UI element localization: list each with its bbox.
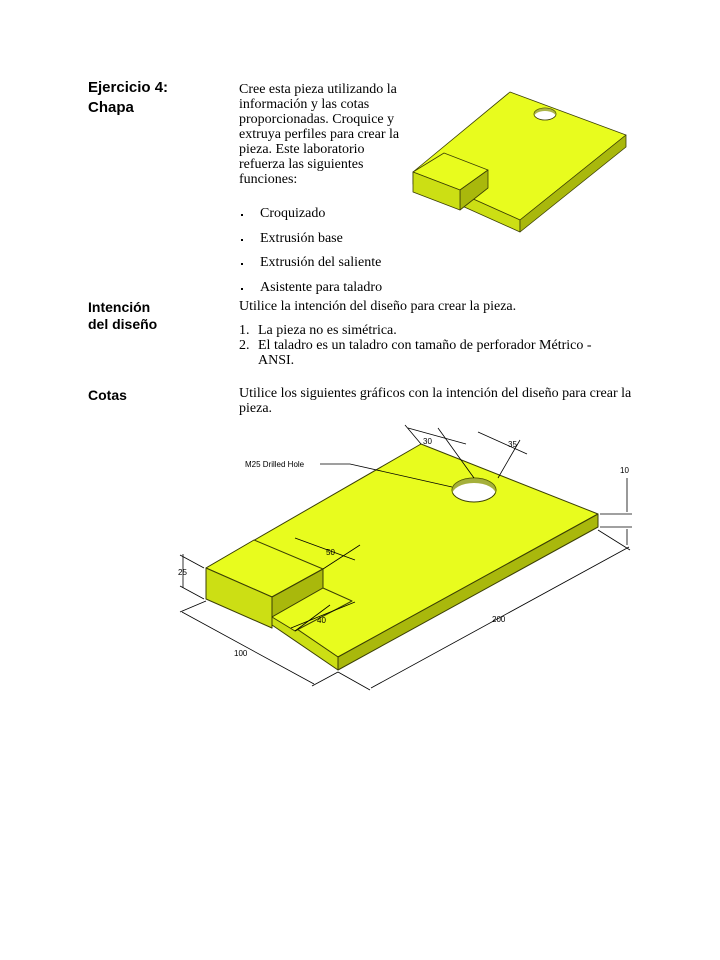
exercise-title-line2: Chapa: [88, 99, 134, 116]
dim-label: 30: [423, 437, 432, 446]
dim-label: 200: [492, 615, 506, 624]
dimensions-label: Cotas: [88, 387, 127, 403]
list-item: Croquizado: [239, 206, 429, 231]
callout-label: M25 Drilled Hole: [245, 460, 305, 469]
functions-list: [239, 206, 429, 304]
list-item: Extrusión base: [239, 231, 429, 256]
dim-label: 50: [326, 548, 335, 557]
list-number: 1.: [239, 323, 250, 338]
dim-label: 10: [620, 466, 629, 475]
part-preview-image: [405, 80, 635, 240]
list-item: Asistente para taladro: [239, 280, 429, 305]
list-text: El taladro es un taladro con tamaño de perforador Métrico - ANSI.: [258, 338, 592, 368]
design-intent-label: [88, 299, 208, 333]
intro-paragraph: Cree esta pieza utilizando la información y las cotas proporcionadas. Croquice y extruya perfiles para crear la pieza. Este laboratorio refuerza las siguientes funciones:: [239, 82, 400, 187]
list-item: [239, 323, 629, 338]
dim-label: 40: [317, 616, 326, 625]
design-intent-label-line2: del diseño: [88, 316, 158, 332]
design-intent-label-line1: Intención: [88, 299, 151, 315]
list-item: [239, 338, 629, 368]
design-intent-text: Utilice la intención del diseño para crear la pieza.: [239, 299, 517, 314]
list-number: 2.: [239, 338, 250, 353]
dimensions-text: Utilice los siguientes gráficos con la intención del diseño para crear la pieza.: [239, 386, 632, 416]
dim-label: 35: [508, 440, 517, 449]
dim-label: 25: [178, 568, 187, 577]
dimensioned-drawing: [170, 420, 640, 695]
dim-label: 100: [234, 649, 248, 658]
design-intent-list: [239, 323, 629, 368]
list-text: La pieza no es simétrica.: [258, 323, 397, 338]
exercise-title: [88, 78, 218, 118]
list-item: Extrusión del saliente: [239, 255, 429, 280]
exercise-title-line1: Ejercicio 4:: [88, 79, 169, 96]
